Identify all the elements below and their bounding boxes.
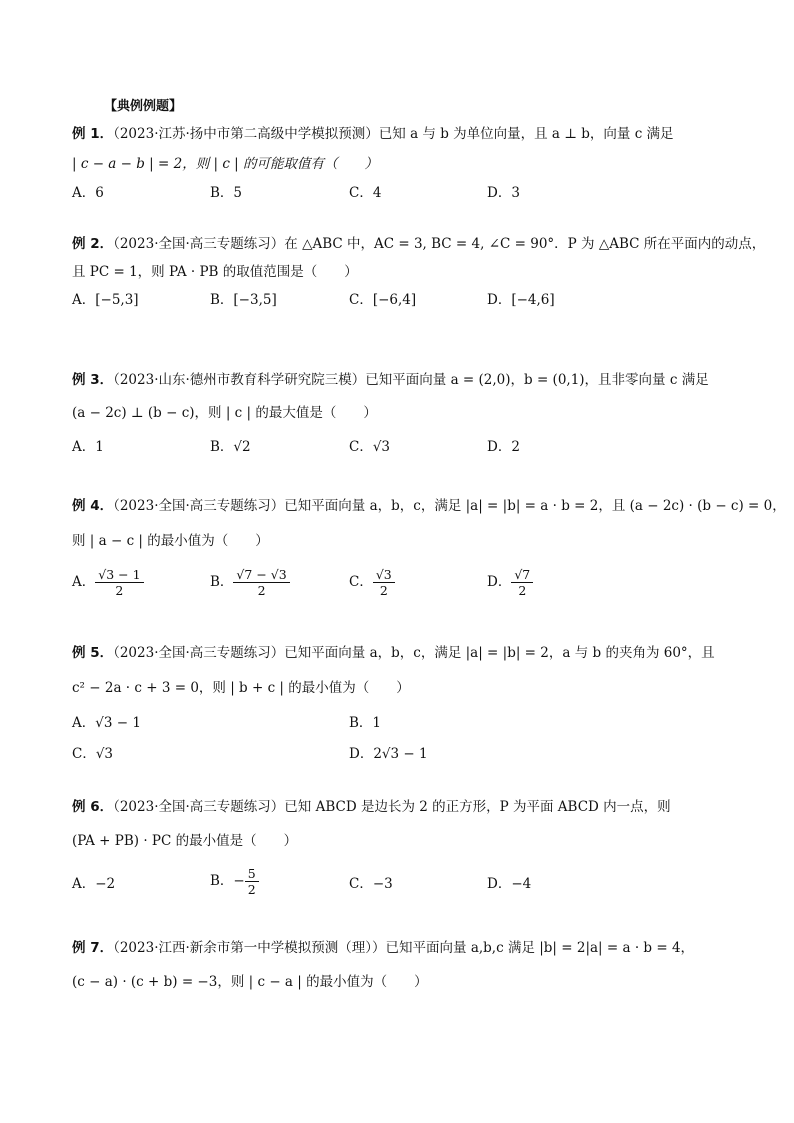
example-4-option-c-fraction	[373, 567, 395, 598]
example-4-option-a-letter: A．	[72, 574, 96, 590]
example-5-label: 例 5．	[72, 645, 114, 661]
example-4-line-1	[72, 496, 786, 516]
example-6-option-c[interactable]: C．−3	[349, 876, 393, 892]
example-1-option-a[interactable]: A．6	[72, 185, 104, 201]
fraction-numerator: √7 − √3	[233, 567, 289, 583]
example-4-option-c-letter: C．	[349, 574, 373, 590]
example-5-option-b[interactable]: B．1	[349, 715, 382, 731]
example-1-line-2: | c − a − b | = 2，则 | c | 的可能取值有（ ）	[72, 156, 379, 172]
example-4-label: 例 4．	[72, 498, 114, 514]
example-4-option-b-fraction	[233, 567, 289, 598]
example-5-line-1	[72, 643, 715, 663]
example-6-option-d[interactable]: D．−4	[487, 876, 532, 892]
example-5-option-c[interactable]: C．√3	[72, 746, 114, 762]
example-1-label: 例 1．	[72, 126, 114, 142]
example-5-option-a[interactable]: A．√3 − 1	[72, 715, 141, 731]
fraction-denominator: 2	[518, 583, 527, 598]
example-6-option-a[interactable]: A．−2	[72, 876, 116, 892]
example-6-option-b-fraction	[245, 866, 259, 897]
example-4-option-b-letter: B．	[210, 574, 234, 590]
example-6-option-b-letter: B．	[210, 873, 234, 889]
example-4-text-1: （2023·全国·高三专题练习）已知平面向量 a，b，c，满足 |a| = |b| = a · b = 2，且 (a − 2c) · (b − c) = 0，	[113, 498, 786, 514]
example-4-option-a-fraction	[95, 567, 143, 598]
fraction-numerator: √3	[373, 567, 395, 583]
example-2-label: 例 2．	[72, 236, 114, 252]
example-4-option-a[interactable]	[72, 567, 144, 598]
example-7-text-1: （2023·江西·新余市第一中学模拟预测（理））已知平面向量 a,b,c 满足 |b| = 2|a| = a · b = 4，	[113, 940, 695, 956]
example-3-text-1: （2023·山东·德州市教育科学研究院三模）已知平面向量 a = (2,0)，b = (0,1)，且非零向量 c 满足	[113, 372, 709, 388]
example-2-option-c[interactable]: C．[−6,4]	[349, 292, 417, 308]
example-7-line-1	[72, 938, 694, 958]
example-1-option-b[interactable]: B．5	[210, 185, 243, 201]
example-6-option-b[interactable]	[210, 866, 259, 897]
fraction-denominator: 2	[257, 583, 266, 598]
example-2-option-a[interactable]: A．[−5,3]	[72, 292, 139, 308]
fraction-numerator: √3 − 1	[95, 567, 143, 583]
example-7-label: 例 7．	[72, 940, 114, 956]
example-6-line-1	[72, 797, 671, 817]
fraction-numerator: √7	[511, 567, 533, 583]
example-3-option-a[interactable]: A．1	[72, 439, 104, 455]
example-1-option-c[interactable]: C．4	[349, 185, 382, 201]
example-2-line-2: 且 PC = 1，则 PA · PB 的取值范围是（ ）	[72, 264, 358, 280]
fraction-denominator: 2	[115, 583, 124, 598]
example-4-option-c[interactable]	[349, 567, 395, 598]
example-3-label: 例 3．	[72, 372, 114, 388]
example-2-option-d[interactable]: D．[−4,6]	[487, 292, 555, 308]
example-3-option-c[interactable]: C．√3	[349, 439, 391, 455]
fraction-denominator: 2	[247, 882, 256, 897]
example-3-option-b[interactable]: B．√2	[210, 439, 251, 455]
example-7-line-2: (c − a) · (c + b) = −3，则 | c − a | 的最小值为（ ）	[72, 974, 428, 990]
example-4-option-d-letter: D．	[487, 574, 512, 590]
example-1-text-1: （2023·江苏·扬中市第二高级中学模拟预测）已知 a 与 b 为单位向量，且 a ⊥ b，向量 c 满足	[113, 126, 674, 142]
example-3-line-2: (a − 2c) ⊥ (b − c)，则 | c | 的最大值是（ ）	[72, 405, 377, 421]
example-1-option-d[interactable]: D．3	[487, 185, 520, 201]
section-heading: 【典例例题】	[104, 99, 183, 114]
example-5-option-d[interactable]: D．2√3 − 1	[349, 746, 428, 762]
example-3-option-d[interactable]: D．2	[487, 439, 520, 455]
example-4-option-b[interactable]	[210, 567, 290, 598]
fraction-denominator: 2	[379, 583, 388, 598]
example-5-line-2: c² − 2a · c + 3 = 0，则 | b + c | 的最小值为（ ）	[72, 680, 410, 696]
example-2-text-1: （2023·全国·高三专题练习）在 △ABC 中，AC = 3, BC = 4, ∠C = 90°．P 为 △ABC 所在平面内的动点，	[113, 236, 766, 252]
fraction-numerator: 5	[245, 866, 259, 882]
example-6-label: 例 6．	[72, 799, 114, 815]
example-4-line-2: 则 | a − c | 的最小值为（ ）	[72, 533, 269, 549]
example-3-line-1	[72, 370, 709, 390]
example-6-text-1: （2023·全国·高三专题练习）已知 ABCD 是边长为 2 的正方形，P 为平面 ABCD 内一点，则	[113, 799, 671, 815]
example-5-text-1: （2023·全国·高三专题练习）已知平面向量 a，b，c，满足 |a| = |b| = 2，a 与 b 的夹角为 60°，且	[113, 645, 715, 661]
example-2-option-b[interactable]: B．[−3,5]	[210, 292, 277, 308]
example-4-option-d-fraction	[511, 567, 533, 598]
example-6-line-2: (PA + PB) · PC 的最小值是（ ）	[72, 833, 298, 849]
example-6-option-b-sign: −	[233, 873, 245, 889]
example-4-option-d[interactable]	[487, 567, 533, 598]
example-1-line-1	[72, 124, 674, 144]
example-2-line-1	[72, 234, 765, 254]
